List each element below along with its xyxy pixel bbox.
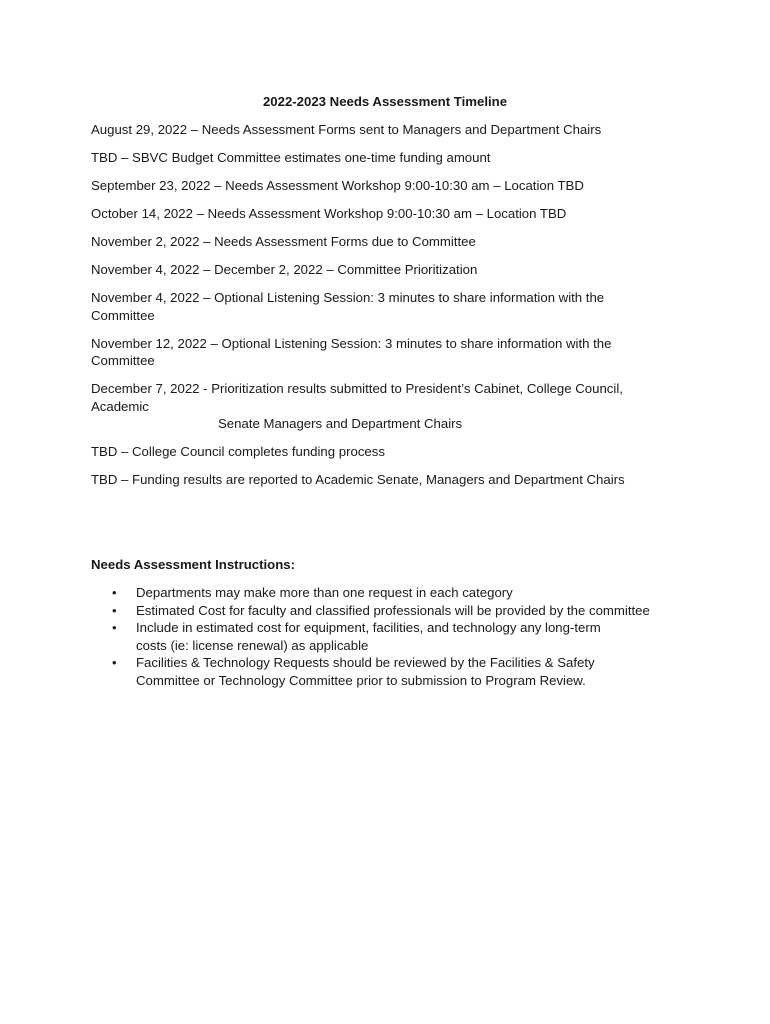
list-item-text: Include in estimated cost for equipment, facilities, and technology any long-term costs (ie: license renewal) as applicable [136,620,601,653]
timeline-item [91,233,691,251]
timeline-item-text: September 23, 2022 – Needs Assessment Workshop 9:00-10:30 am – Location TBD [91,178,584,193]
timeline-item-text: November 4, 2022 – Optional Listening Session: 3 minutes to share information with the Committee [91,290,605,323]
timeline-item-text: November 12, 2022 – Optional Listening Session: 3 minutes to share information with the Committee [91,335,612,368]
document-title: 2022-2023 Needs Assessment Timeline [262,94,508,109]
timeline-item-text: October 14, 2022 – Needs Assessment Workshop 9:00-10:30 am – Location TBD [91,206,567,221]
timeline-item [91,335,651,370]
timeline-item-text: December 7, 2022 - Prioritization results submitted to President’s Cabinet, College Council, Academic [91,381,623,414]
list-item [91,584,701,602]
timeline-item [91,261,691,279]
timeline-item-text: November 2, 2022 – Needs Assessment Forms due to Committee [91,234,476,249]
instructions-section [91,556,701,689]
bullet-icon: • [112,602,117,618]
instructions-heading: Needs Assessment Instructions: [91,557,295,572]
bullet-icon: • [112,655,117,670]
timeline-item [91,471,691,489]
timeline-item [91,380,661,433]
list-item-text: Departments may make more than one request in each category [136,585,513,600]
timeline-item-text: November 4, 2022 – December 2, 2022 – Committee Prioritization [91,262,478,277]
list-item-text: Estimated Cost for faculty and classified professionals will be provided by the committee [136,602,650,618]
timeline-item [91,289,651,324]
timeline-item-text: August 29, 2022 – Needs Assessment Forms sent to Managers and Department Chairs [91,122,602,137]
list-item-text: Facilities & Technology Requests should be reviewed by the Facilities & Safety Committee or Technology Committee prior to submission to Program Review. [136,655,595,688]
list-item [91,654,626,689]
timeline-item [91,177,691,195]
timeline-item-text: TBD – SBVC Budget Committee estimates one-time funding amount [91,150,491,165]
timeline-list [91,121,691,499]
bullet-icon: • [112,620,117,635]
list-item [91,602,701,620]
timeline-item-continuation: Senate Managers and Department Chairs [218,416,463,431]
instructions-list [91,584,701,689]
timeline-item-text: TBD – Funding results are reported to Academic Senate, Managers and Department Chairs [91,472,625,487]
timeline-item [91,121,691,139]
timeline-item [91,205,691,223]
timeline-item-text: TBD – College Council completes funding process [91,444,385,459]
bullet-icon: • [112,585,117,600]
timeline-item [91,149,691,167]
timeline-item [91,443,691,461]
list-item [91,619,626,654]
